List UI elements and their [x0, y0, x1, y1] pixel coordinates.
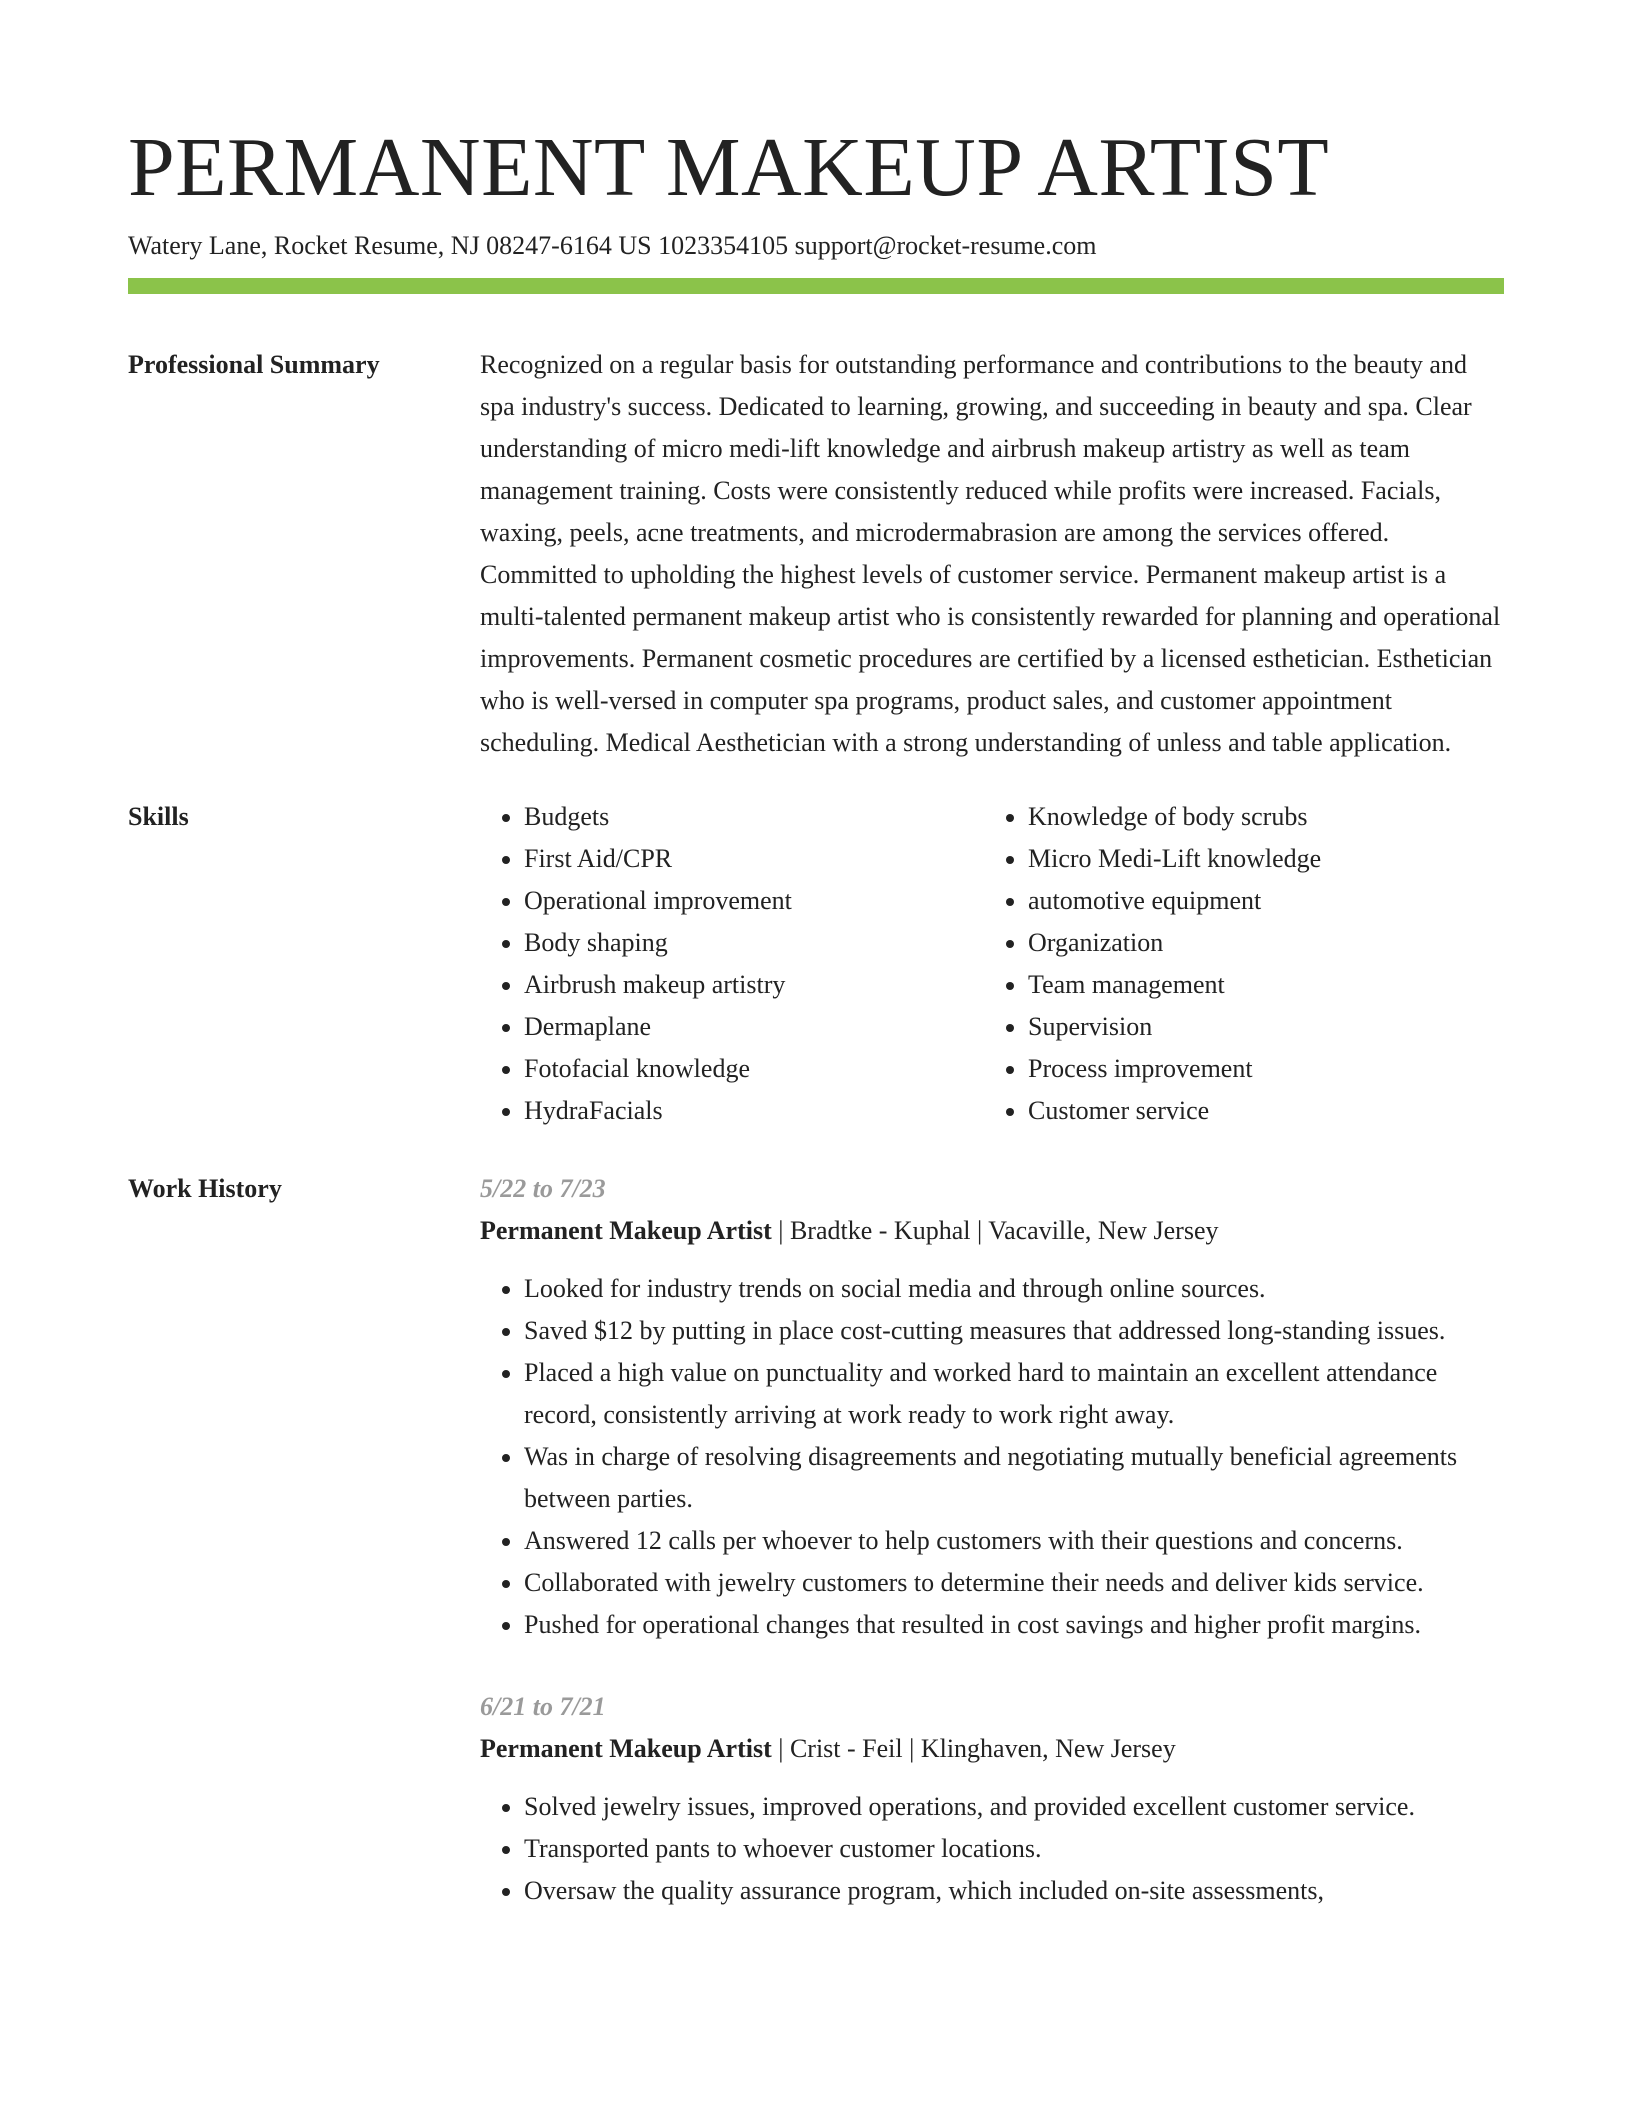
- job-bullet: • Answered 12 calls per whoever to help customers with their questions and concerns.: [524, 1520, 1504, 1562]
- job-entry: [480, 1686, 1504, 1912]
- contact-line: Watery Lane, Rocket Resume, NJ 08247-6164 US 1023354105 support@rocket-resume.com: [128, 231, 1097, 260]
- summary-heading: Professional Summary: [128, 350, 380, 379]
- summary-section: [128, 344, 1504, 764]
- skill-item: • Supervision: [1028, 1006, 1488, 1048]
- skill-item: • Fotofacial knowledge: [524, 1048, 984, 1090]
- skill-item: • Team management: [1028, 964, 1488, 1006]
- job-title-line: [480, 1210, 1504, 1252]
- skill-item: • HydraFacials: [524, 1090, 984, 1132]
- skill-item: • Dermaplane: [524, 1006, 984, 1048]
- resume-name-heading: PERMANENT MAKEUP ARTIST: [128, 121, 1330, 214]
- skill-item: • Process improvement: [1028, 1048, 1488, 1090]
- job-title-line: [480, 1728, 1504, 1770]
- skill-item: • Knowledge of body scrubs: [1028, 796, 1488, 838]
- jobs-list: [480, 1168, 1504, 1952]
- resume-page: [128, 118, 1504, 1952]
- job-bullet: • Saved $12 by putting in place cost-cutting measures that addressed long-standing issues.: [524, 1310, 1504, 1352]
- job-bullet: • Transported pants to whoever customer locations.: [524, 1828, 1504, 1870]
- job-dates: 5/22 to 7/23: [480, 1174, 606, 1203]
- job-company-location: | Crist - Feil | Klinghaven, New Jersey: [771, 1734, 1176, 1763]
- job-bullets: [480, 1786, 1504, 1912]
- job-bullets: [480, 1268, 1504, 1646]
- accent-divider: [128, 278, 1504, 294]
- job-bullet: • Oversaw the quality assurance program, which included on-site assessments,: [524, 1870, 1504, 1912]
- skill-item: • Organization: [1028, 922, 1488, 964]
- skill-item: • Customer service: [1028, 1090, 1488, 1132]
- job-bullet: • Pushed for operational changes that resulted in cost savings and higher profit margins.: [524, 1604, 1504, 1646]
- job-title: Permanent Makeup Artist: [480, 1734, 772, 1763]
- skill-item: • First Aid/CPR: [524, 838, 984, 880]
- job-bullet: • Was in charge of resolving disagreements and negotiating mutually beneficial agreements between parties.: [524, 1436, 1504, 1520]
- work-history-section: [128, 1168, 1504, 1952]
- job-bullet: • Looked for industry trends on social media and through online sources.: [524, 1268, 1504, 1310]
- job-bullet: • Solved jewelry issues, improved operations, and provided excellent customer service.: [524, 1786, 1504, 1828]
- skills-list-right: [984, 796, 1488, 1132]
- job-bullet: • Placed a high value on punctuality and worked hard to maintain an excellent attendance record, consistently arriving at work ready to work right away.: [524, 1352, 1504, 1436]
- skill-item: • Budgets: [524, 796, 984, 838]
- skill-item: • Body shaping: [524, 922, 984, 964]
- job-bullet: • Collaborated with jewelry customers to determine their needs and deliver kids service.: [524, 1562, 1504, 1604]
- work-history-heading: Work History: [128, 1174, 282, 1203]
- skills-columns: [480, 796, 1504, 1132]
- skills-list-left: [480, 796, 984, 1132]
- skill-item: • Airbrush makeup artistry: [524, 964, 984, 1006]
- job-title: Permanent Makeup Artist: [480, 1216, 772, 1245]
- skills-heading: Skills: [128, 802, 189, 831]
- job-entry: [480, 1168, 1504, 1646]
- job-dates: 6/21 to 7/21: [480, 1692, 606, 1721]
- job-company-location: | Bradtke - Kuphal | Vacaville, New Jersey: [771, 1216, 1219, 1245]
- skill-item: • automotive equipment: [1028, 880, 1488, 922]
- skills-section: [128, 796, 1504, 1132]
- skill-item: • Micro Medi-Lift knowledge: [1028, 838, 1488, 880]
- summary-text: Recognized on a regular basis for outstanding performance and contributions to the beauty and spa industry's success. Dedicated to learning, growing, and succeeding in beauty and spa. Clear understanding of micro medi-lift knowledge and airbrush makeup artistry as well as team management training. Costs were consistently reduced while profits were increased. Facials, waxing, peels, acne treatments, and microdermabrasion are among the services offered. Committed to upholding the highest levels of customer service. Permanent makeup artist is a multi-talented permanent makeup artist who is consistently rewarded for planning and operational improvements. Permanent cosmetic procedures are certified by a licensed esthetician. Esthetician who is well-versed in computer spa programs, product sales, and customer appointment scheduling. Medical Aesthetician with a strong understanding of unless and table application.: [480, 350, 1501, 757]
- skill-item: • Operational improvement: [524, 880, 984, 922]
